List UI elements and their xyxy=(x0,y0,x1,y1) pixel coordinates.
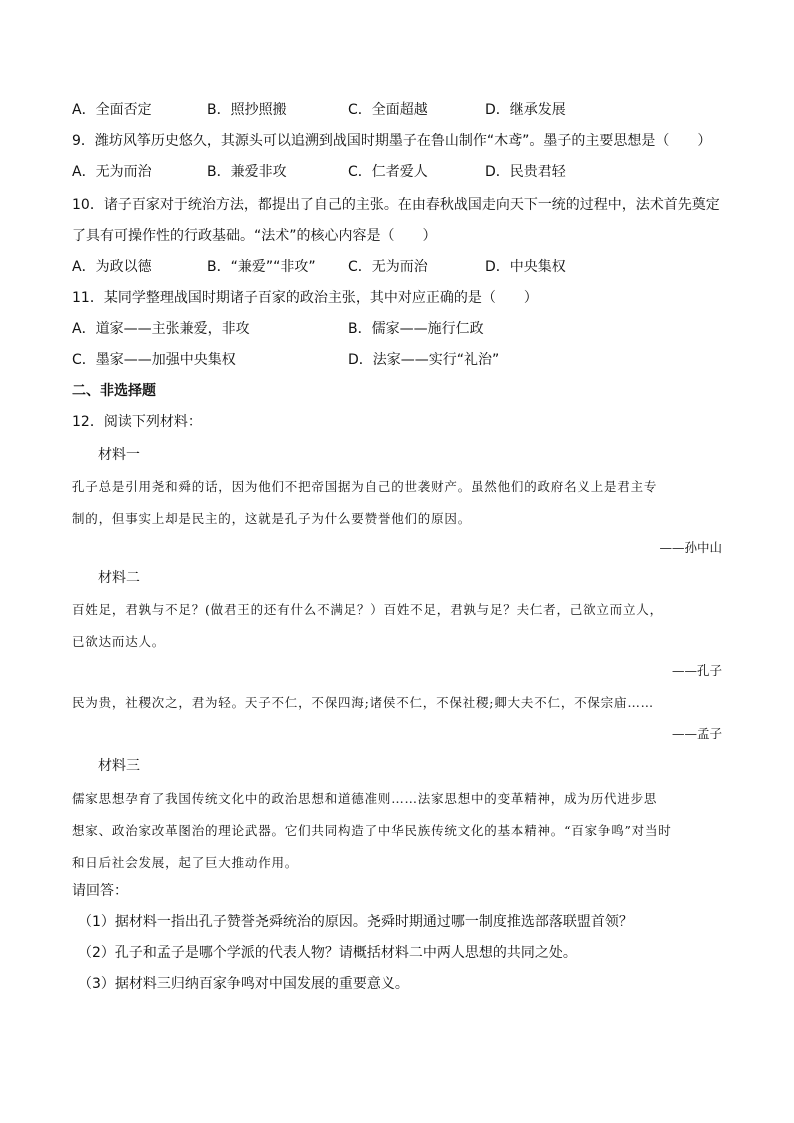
q10-option-d: D．中央集权 xyxy=(485,259,566,275)
material1-line2: 制的，但事实上却是民主的，这就是孔子为什么要赞誉他们的原因。 xyxy=(72,511,472,526)
q9-option-d: D．民贵君轻 xyxy=(485,164,566,180)
q9-option-c: C．仁者爱人 xyxy=(348,164,428,180)
q11-option-d: D．法家——实行“礼治” xyxy=(348,352,500,368)
q9-option-a: A．无为而治 xyxy=(72,164,152,180)
q10-stem-line1: 10．诸子百家对于统治方法，都提出了自己的主张。在由春秋战国走向天下一统的过程中，法术首先奠定 xyxy=(72,197,720,213)
material2-source2: ——孟子 xyxy=(671,726,722,741)
section-heading: 二、非选择题 xyxy=(72,383,156,399)
q12-stem: 12．阅读下列材料： xyxy=(72,414,202,430)
q10-option-c: C．无为而治 xyxy=(348,259,428,275)
material3-line2: 想家、政治家改革图治的理论武器。它们共同构造了中华民族传统文化的基本精神。“百家争鸣”对当时 xyxy=(72,823,672,838)
material3-line3: 和日后社会发展，起了巨大推动作用。 xyxy=(72,855,299,870)
q10-stem-line2: 了具有可操作性的行政基础。“法术”的核心内容是（ ） xyxy=(72,228,437,244)
material2-title: 材料二 xyxy=(98,570,140,586)
q8-option-d: D．继承发展 xyxy=(485,102,566,118)
sub-question-2: （2）孔子和孟子是哪个学派的代表人物？请概括材料二中两人思想的共同之处。 xyxy=(78,945,577,961)
material3-line1: 儒家思想孕育了我国传统文化中的政治思想和道德准则……法家思想中的变革精神，成为历代进步思 xyxy=(72,791,658,806)
material1-line1: 孔子总是引用尧和舜的话，因为他们不把帝国据为自己的世袭财产。虽然他们的政府名义上是君主专 xyxy=(72,479,658,494)
material1-source: ——孙中山 xyxy=(659,540,722,555)
material2-source1: ——孔子 xyxy=(671,663,722,678)
q8-option-b: B．照抄照搬 xyxy=(207,102,287,118)
q11-option-a: A．道家——主张兼爱，非攻 xyxy=(72,321,250,337)
material3-title: 材料三 xyxy=(98,758,140,774)
sub-question-3: （3）据材料三归纳百家争鸣对中国发展的重要意义。 xyxy=(78,976,409,992)
q11-option-b: B．儒家——施行仁政 xyxy=(348,321,484,337)
material2-line1: 百姓足，君孰与不足？(做君王的还有什么不满足？）百姓不足，君孰与足？夫仁者，己欲立而立人， xyxy=(72,602,663,617)
q10-option-b: B．“兼爱”“非攻” xyxy=(207,259,316,275)
q11-option-c: C．墨家——加强中央集权 xyxy=(72,352,236,368)
q10-option-a: A．为政以德 xyxy=(72,259,152,275)
q8-option-a: A．全面否定 xyxy=(72,102,152,118)
q11-stem: 11．某同学整理战国时期诸子百家的政治主张，其中对应正确的是（ ） xyxy=(72,290,538,306)
material2-line2: 已欲达而达人。 xyxy=(72,634,166,649)
answer-prompt: 请回答： xyxy=(72,883,128,899)
q8-option-c: C．全面超越 xyxy=(348,102,428,118)
sub-question-1: （1）据材料一指出孔子赞誉尧舜统治的原因。尧舜时期通过哪一制度推选部落联盟首领？ xyxy=(78,914,633,930)
material1-title: 材料一 xyxy=(98,447,140,463)
q9-stem: 9．潍坊风筝历史悠久，其源头可以追溯到战国时期墨子在鲁山制作“木鸢”。墨子的主要思想是（ ） xyxy=(72,133,712,149)
material2-line3: 民为贵，社稷次之，君为轻。天子不仁，不保四海;诸侯不仁，不保社稷;卿大夫不仁，不保宗庙…… xyxy=(72,695,654,710)
q9-option-b: B．兼爱非攻 xyxy=(207,164,287,180)
